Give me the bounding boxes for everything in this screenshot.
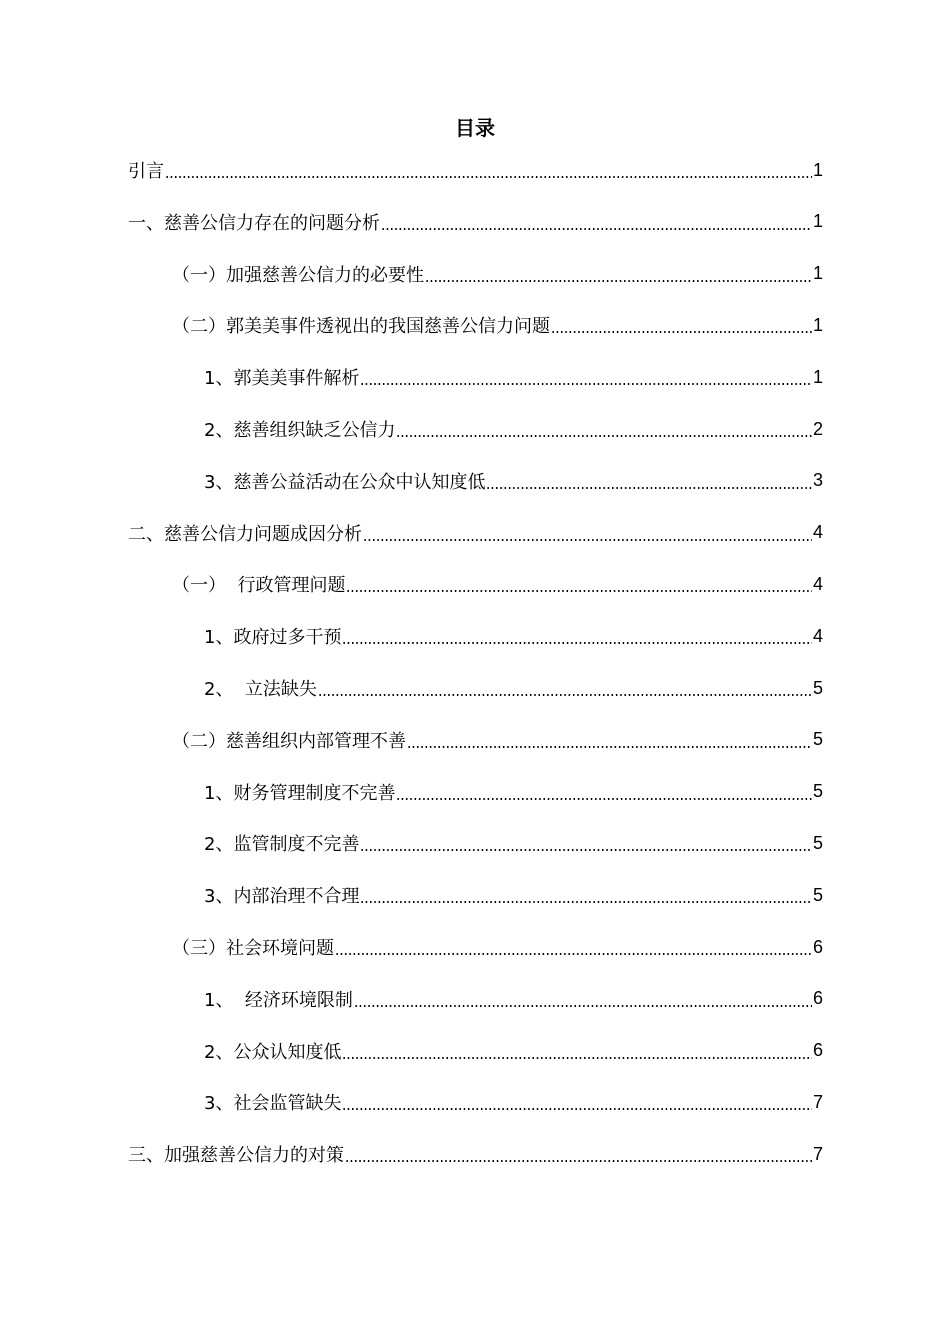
toc-entry[interactable] xyxy=(0,144,823,196)
toc-entry[interactable] xyxy=(0,351,823,403)
toc-entry[interactable] xyxy=(0,196,823,248)
toc-entry-label: （一）加强慈善公信力的必要性 xyxy=(172,264,424,286)
toc-page-number: 1 xyxy=(812,263,823,284)
toc-dot-leader xyxy=(342,1057,812,1059)
toc-entry[interactable] xyxy=(0,662,823,714)
toc-dot-leader xyxy=(396,435,812,437)
toc-entry[interactable] xyxy=(0,455,823,507)
toc-entry[interactable] xyxy=(0,299,823,351)
toc-entry-label: 3、社会监管缺失 xyxy=(204,1093,342,1115)
toc-page-number: 5 xyxy=(812,677,823,698)
toc-dot-leader xyxy=(165,176,812,178)
toc-entry-label: 1、 经济环境限制 xyxy=(204,989,353,1011)
toc-entry-label: 三、加强慈善公信力的对策 xyxy=(128,1145,344,1167)
toc-page-number: 7 xyxy=(812,1143,823,1164)
toc-dot-leader xyxy=(342,1108,812,1110)
toc-entry-label: 1、政府过多干预 xyxy=(204,627,342,649)
toc-page-number: 4 xyxy=(812,625,823,646)
toc-dot-leader xyxy=(342,642,812,644)
toc-entry[interactable] xyxy=(0,1076,823,1128)
toc-page-number: 4 xyxy=(812,573,823,594)
toc-entry-label: （三）社会环境问题 xyxy=(172,938,334,959)
toc-dot-leader xyxy=(396,798,812,800)
toc-entry[interactable] xyxy=(0,610,823,662)
toc-dot-leader xyxy=(551,331,812,333)
toc-page-number: 1 xyxy=(812,159,823,180)
toc-dot-leader xyxy=(363,539,812,541)
toc-entry[interactable] xyxy=(0,248,823,300)
toc-entry[interactable] xyxy=(0,817,823,869)
toc-page-number: 5 xyxy=(812,781,823,802)
toc-dot-leader xyxy=(354,1005,812,1007)
toc-entry-label: 2、 立法缺失 xyxy=(204,679,317,700)
toc-page-number: 5 xyxy=(812,832,823,853)
toc-dot-leader xyxy=(381,228,812,230)
toc-dot-leader xyxy=(425,280,812,282)
toc-entry-label: 3、慈善公益活动在公众中认知度低 xyxy=(204,471,486,493)
toc-page-number: 4 xyxy=(812,522,823,543)
toc-entry-label: 3、内部治理不合理 xyxy=(204,886,360,908)
toc-entry-label: （二）郭美美事件透视出的我国慈善公信力问题 xyxy=(172,316,550,338)
toc-entry-label: 引言 xyxy=(128,161,164,182)
toc-dot-leader xyxy=(335,953,812,955)
toc-entry[interactable] xyxy=(0,558,823,610)
toc-entry[interactable] xyxy=(0,869,823,921)
toc-dot-leader xyxy=(407,746,812,748)
toc-page-number: 1 xyxy=(812,366,823,387)
toc-title: 目录 xyxy=(455,116,495,140)
toc-page-number: 6 xyxy=(812,988,823,1009)
toc-page-number: 5 xyxy=(812,884,823,905)
toc-entry-label: （一） 行政管理问题 xyxy=(172,575,346,597)
toc-dot-leader xyxy=(360,901,812,903)
toc-entry-label: 1、郭美美事件解析 xyxy=(204,368,360,390)
toc-page-number: 3 xyxy=(812,470,823,491)
toc-entry-label: 2、慈善组织缺乏公信力 xyxy=(204,420,396,441)
toc-entry-label: 2、公众认知度低 xyxy=(204,1041,342,1063)
toc-entry[interactable] xyxy=(0,403,823,455)
toc-entry[interactable] xyxy=(0,1128,823,1180)
toc-entry[interactable] xyxy=(0,921,823,973)
toc-page-number: 5 xyxy=(812,729,823,750)
toc-entry-label: 2、监管制度不完善 xyxy=(204,834,360,856)
toc-page-number: 7 xyxy=(812,1091,823,1112)
toc-entry[interactable] xyxy=(0,1025,823,1077)
toc-entry[interactable] xyxy=(0,766,823,818)
toc-dot-leader xyxy=(346,590,812,592)
toc-page-number: 6 xyxy=(812,1040,823,1061)
toc-entry-label: 二、慈善公信力问题成因分析 xyxy=(128,523,362,545)
toc-entry-label: 1、财务管理制度不完善 xyxy=(204,782,396,804)
toc-dot-leader xyxy=(486,487,812,489)
toc-entry[interactable] xyxy=(0,714,823,766)
toc-page-number: 2 xyxy=(812,418,823,439)
toc-dot-leader xyxy=(360,849,812,851)
toc-entry-label: 一、慈善公信力存在的问题分析 xyxy=(128,212,380,234)
toc-dot-leader xyxy=(345,1160,812,1162)
toc-dot-leader xyxy=(360,383,812,385)
toc-page-number: 1 xyxy=(812,314,823,335)
toc-entry-label: （二）慈善组织内部管理不善 xyxy=(172,730,406,752)
toc-entry[interactable] xyxy=(0,507,823,559)
toc-dot-leader xyxy=(318,694,812,696)
toc-entry[interactable] xyxy=(0,973,823,1025)
toc-page-number: 6 xyxy=(812,936,823,957)
toc-page-number: 1 xyxy=(812,211,823,232)
